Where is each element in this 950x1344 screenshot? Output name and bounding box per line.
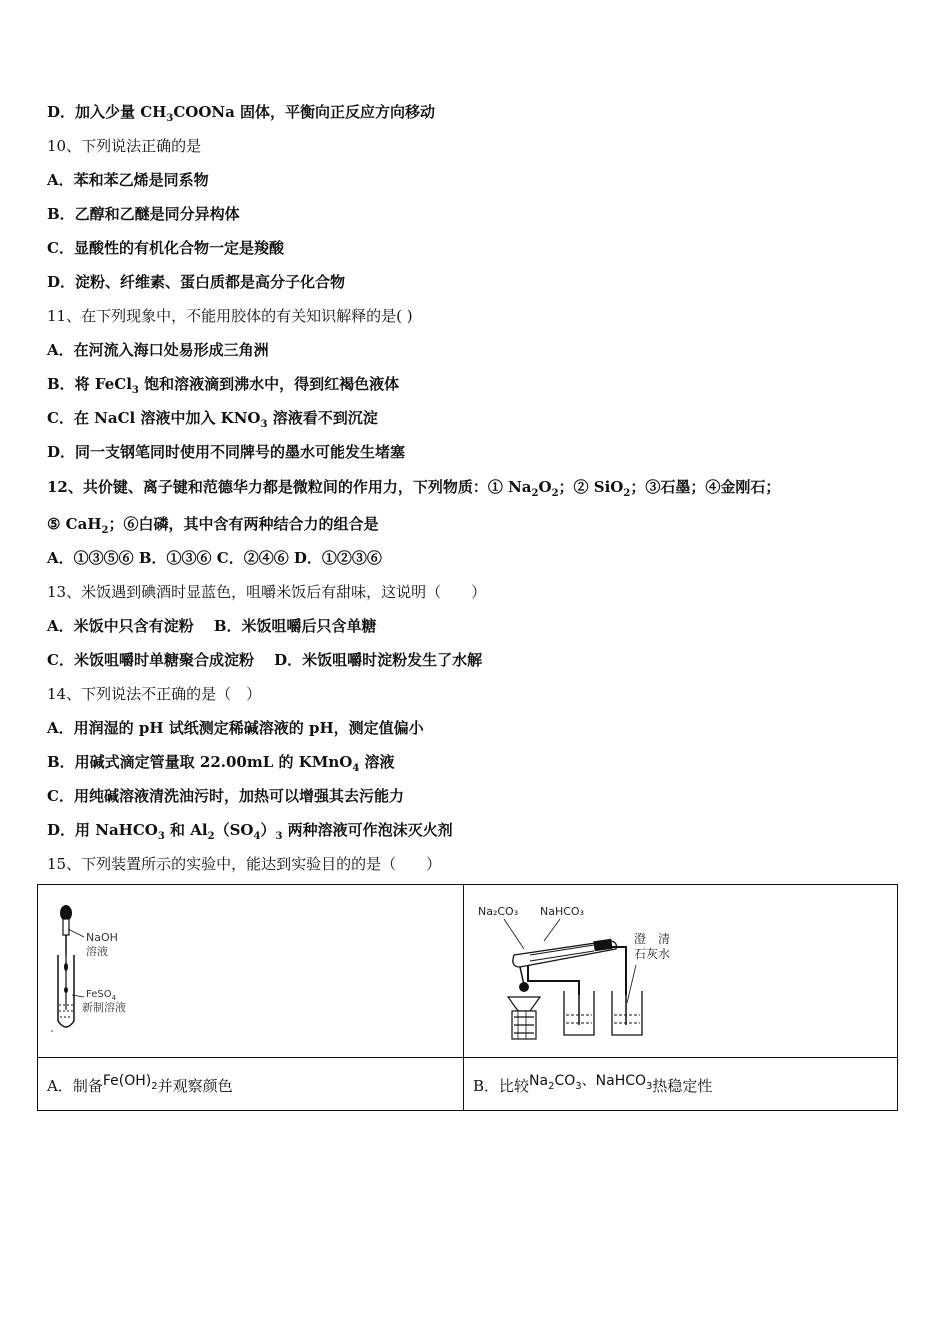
q13-stem: 13、米饭遇到碘酒时显蓝色，咀嚼米饭后有甜味，这说明（ ） <box>47 583 487 601</box>
q14-option-b: B．用碱式滴定管量取 22.00mL 的 KMnO$_4$ 溶液 <box>47 753 395 774</box>
svg-text:NaOH: NaOH <box>86 931 118 944</box>
q10-option-c: C．显酸性的有机化合物一定是羧酸 <box>47 239 284 257</box>
q14-option-c: C．用纯碱溶液清洗油污时，加热可以增强其去污能力 <box>47 787 404 805</box>
figure-a-cell <box>38 885 464 1058</box>
dropper-testtube-figure <box>38 885 463 1057</box>
q11-option-a: A．在河流入海口处易形成三角洲 <box>47 341 269 359</box>
q12-stem: 12、共价键、离子键和范德华力都是微粒间的作用力，下列物质：① $Na_2O_2$；② SiO$_2$；③石墨；④金刚石； <box>47 478 781 499</box>
svg-text:澄 清: 澄 清 <box>634 932 671 946</box>
svg-text:Na₂CO₃: Na₂CO₃ <box>478 905 519 918</box>
q11-option-d: D．同一支钢笔同时使用不同牌号的墨水可能发生堵塞 <box>47 443 406 461</box>
svg-text:石灰水: 石灰水 <box>634 947 671 961</box>
figure-b-cell <box>464 885 898 1058</box>
q15-experiment-table <box>37 884 898 1111</box>
beaker-2-icon <box>612 991 642 1035</box>
q14-option-a: A．用润湿的 pH 试纸测定稀碱溶液的 pH，测定值偏小 <box>47 719 424 737</box>
q10-option-a: A．苯和苯乙烯是同系物 <box>47 171 209 189</box>
q12-options: A．①③⑤⑥ B．①③⑥ C．②④⑥ D．①②③⑥ <box>47 549 382 567</box>
q14-stem: 14、下列说法不正确的是（ ） <box>47 685 262 703</box>
option-a-caption: A．制备$Fe(OH)_2$并观察颜色 <box>38 1058 464 1111</box>
q9-option-d: D．加入少量 $CH_3COONa$ 固体，平衡向正反应方向移动 <box>47 103 436 124</box>
q14-option-d: D．用 NaHCO$_3$ 和 $Al_2(SO_4)_3$ 两种溶液可作泡沫灭火剂 <box>47 821 453 842</box>
q15-stem: 15、下列装置所示的实验中，能达到实验目的的是（ ） <box>47 855 442 873</box>
q10-option-b: B．乙醇和乙醚是同分异构体 <box>47 205 240 223</box>
q13-options-ab: A．米饭中只含有淀粉 B．米饭咀嚼后只含单糖 <box>47 617 377 635</box>
svg-text:FeSO4: FeSO$_4$ <box>86 989 117 1002</box>
q10-option-d: D．淀粉、纤维素、蛋白质都是高分子化合物 <box>47 273 346 291</box>
q10-stem: 10、下列说法正确的是 <box>47 137 202 155</box>
q12-stem-cont: ⑤ CaH$_2$；⑥白磷，其中含有两种结合力的组合是 <box>47 515 379 536</box>
svg-text:溶液: 溶液 <box>86 945 108 958</box>
q11-option-b: B．将 FeCl$_3$ 饱和溶液滴到沸水中，得到红褐色液体 <box>47 375 400 396</box>
q11-stem: 11、在下列现象中，不能用胶体的有关知识解释的是( ) <box>47 307 413 325</box>
svg-text:NaHCO₃: NaHCO₃ <box>540 905 584 918</box>
q11-option-c: C．在 NaCl 溶液中加入 $KNO_3$ 溶液看不到沉淀 <box>47 409 378 430</box>
heating-apparatus-figure <box>464 885 897 1057</box>
option-b-caption: B．比较$Na_2CO_3$、NaHCO$_3$热稳定性 <box>464 1058 898 1111</box>
svg-text:新制溶液: 新制溶液 <box>82 1001 126 1014</box>
q13-options-cd: C．米饭咀嚼时单糖聚合成淀粉 D．米饭咀嚼时淀粉发生了水解 <box>47 651 483 669</box>
alcohol-lamp-icon <box>508 997 540 1011</box>
